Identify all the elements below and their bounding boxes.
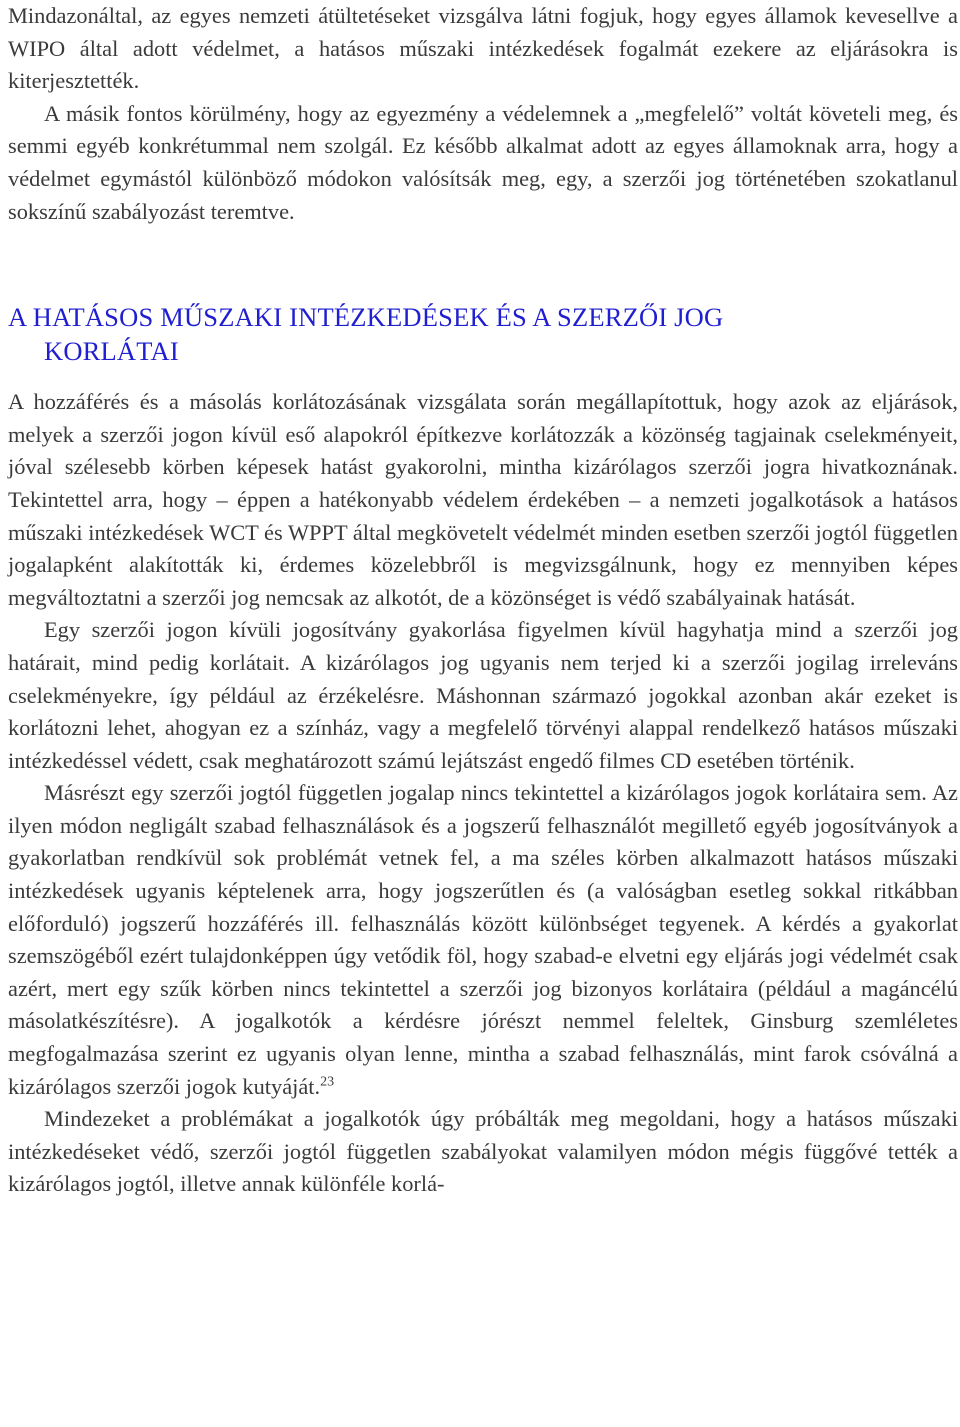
body-paragraph-3-text: Másrészt egy szerzői jogtól független jogalap nincs tekintettel a kizárólagos jogok korlátaira sem. Az ilyen módon negligált szabad felhasználások és a jogszerű felhasználót megillető egyéb jogosítványok a gyakorlatban rendkívül sok problémát vetnek fel, a ma széles körben alkalmazott hatásos műszaki intézkedések ugyanis képtelenek arra, hogy jogszerűtlen és (a valóságban esetleg sokkal ritkábban előforduló) jogszerű hozzáférés ill. felhasználás között különbséget tegyenek. A kérdés a gyakorlat szemszögéből ezért tulajdonképpen úgy vetődik föl, hogy szabad-e elvetni egy eljárás jogi védelmét csak azért, mert egy szűk körben nincs tekintettel a szerzői jog bizonyos korlátaira (például a magáncélú másolatkészítésre). A jogalkotók a kérdésre jórészt nemmel feleltek, Ginsburg szemléletes megfogalmazása szerint ez ugyanis olyan lenne, mintha a szabad felhasználás, mint farok csóválná a kizárólagos szerzői jogok kutyáját. [8, 780, 958, 1099]
footnote-reference[interactable]: 23 [320, 1074, 335, 1090]
section-heading-line1: A HATÁSOS MŰSZAKI INTÉZKEDÉSEK ÉS A SZERZŐI JOG [8, 302, 724, 333]
intro-paragraph-2: A másik fontos körülmény, hogy az egyezmény a védelemnek a „megfelelő” voltát követeli meg, és semmi egyéb konkrétummal nem szolgál. Ez később alkalmat adott az egyes államoknak arra, hogy a védelmet egymástól különböző módokon valósítsák meg, egy, a szerzői jog történetében szokatlanul sokszínű szabályozást teremtve. [8, 100, 958, 224]
document-page [8, 0, 958, 1201]
intro-paragraph-1: Mindazonáltal, az egyes nemzeti átültetéseket vizsgálva látni fogjuk, hogy egyes államok kevesellve a WIPO által adott védelmet, a hatásos műszaki intézkedések fogalmát ezekere az eljárásokra is kiterjesztették. [8, 3, 958, 94]
section-heading [8, 300, 958, 368]
section-heading-line2: KORLÁTAI [44, 336, 179, 367]
body-paragraph-2: Egy szerzői jogon kívüli jogosítvány gyakorlása figyelmen kívül hagyhatja mind a szerzői jog határait, mind pedig korlátait. A kizárólagos jog ugyanis nem terjed ki a szerzői jogilag irreleváns cselekményekre, így például az érzékelésre. Máshonnan származó jogokkal azonban akár ezeket is korlátozni lehet, ahogyan ez a színház, vagy a megfelelő törvényi alappal rendelkező hatásos műszaki intézkedéssel védett, csak meghatározott számú lejátszást engedő filmes CD esetében történik. [8, 617, 958, 773]
body-paragraph-3 [8, 777, 958, 1103]
body-paragraph-1: A hozzáférés és a másolás korlátozásának vizsgálata során megállapítottuk, hogy azok az eljárások, melyek a szerzői jogon kívül eső alapokról építkezve korlátozzák a közönség tagjainak cselekményeit, jóval szélesebb körben képesek hatást gyakorolni, mintha kizárólagos szerzői jogra hivatkoznának. Tekintettel arra, hogy – éppen a hatékonyabb védelem érdekében – a nemzeti jogalkotások a hatásos műszaki intézkedések WCT és WPPT által megkövetelt védelmét minden esetben szerzői jogtól független jogalapként alakították ki, érdemes közelebbről is megvizsgálnunk, hogy ez mennyiben képes megváltoztatni a szerzői jog nemcsak az alkotót, de a közönséget is védő szabályainak hatását. [8, 389, 958, 610]
body-paragraph-4: Mindezeket a problémákat a jogalkotók úgy próbálták meg megoldani, hogy a hatásos műszaki intézkedéseket védő, szerzői jogtól független szabályokat valamilyen módon mégis függővé tették a kizárólagos jogtól, illetve annak különféle korlá- [8, 1106, 958, 1197]
